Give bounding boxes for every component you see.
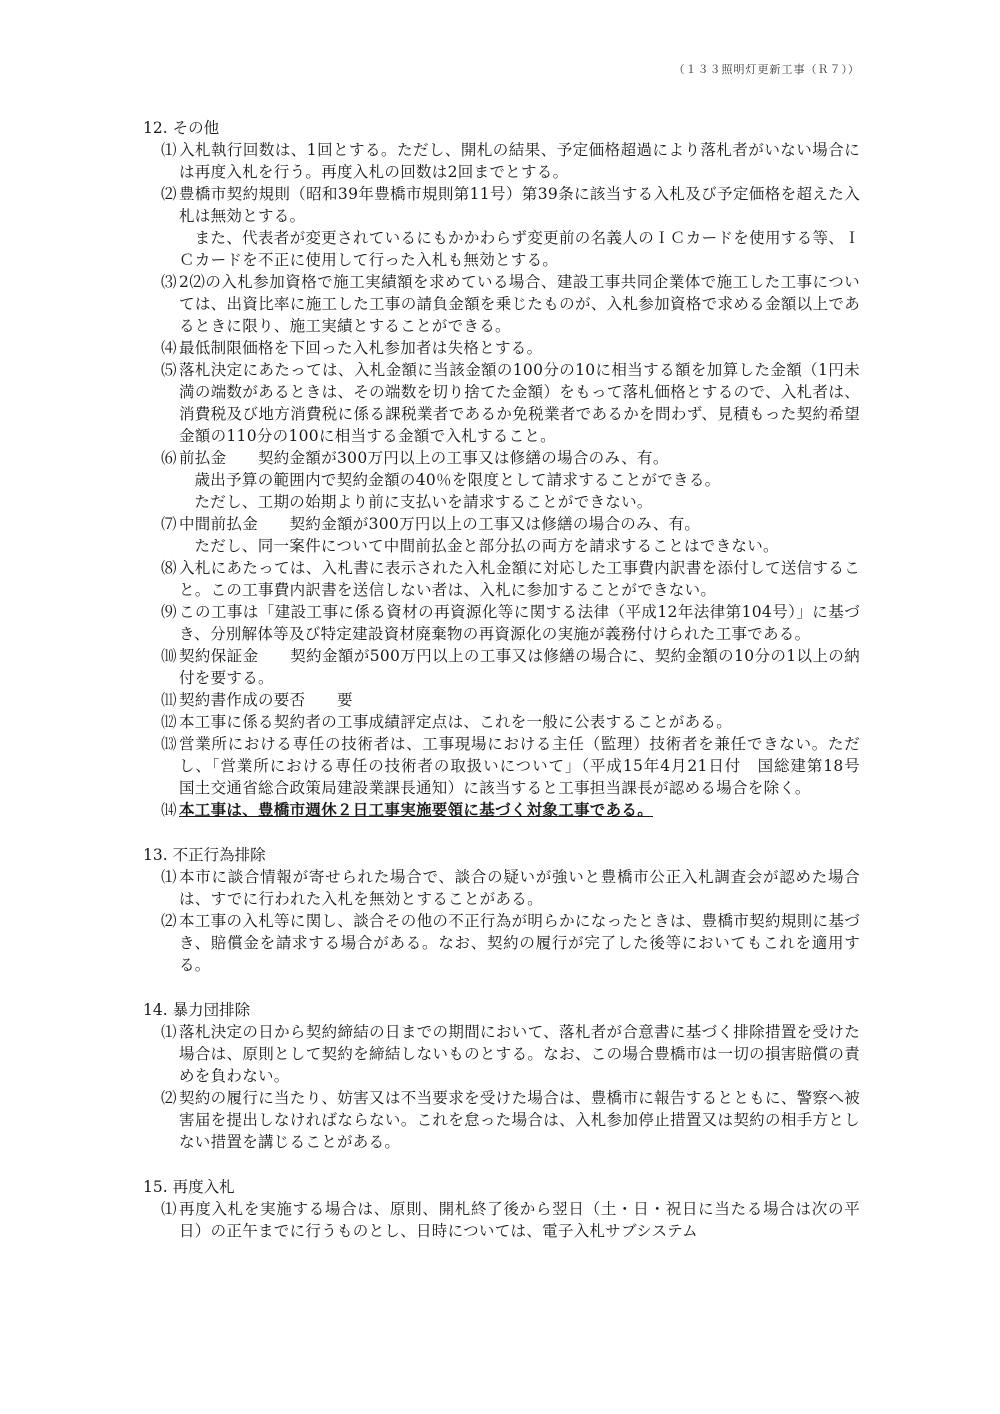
item-number: ⑼	[161, 603, 177, 621]
item-subline: ただし、工期の始期より前に支払いを請求することができない。	[194, 493, 653, 511]
document-header: （１３３照明灯更新工事（Ｒ７））	[673, 63, 860, 76]
item-text: 入札執行回数は、1回とする。ただし、開札の結果、予定価格超過により落札者がいない場合には再度入札を行う。再度入札の回数は2回までとする。	[179, 141, 860, 181]
item-text: 2⑵の入札参加資格で施工実績額を求めている場合、建設工事共同企業体で施工した工事については、出資比率に施工した工事の請負金額を乗じたものが、入札参加資格で求める金額以上であるときに限り、施工実績とすることができる。	[179, 273, 860, 335]
list-item	[143, 601, 860, 645]
item-number: ⑸	[161, 361, 177, 379]
item-text: 契約の履行に当たり、妨害又は不当要求を受けた場合は、豊橋市に報告するとともに、警察へ被害届を提出しなければならない。これを怠った場合は、入札参加停止措置又は契約の相手方としない措置を講じることがある。	[179, 1089, 860, 1151]
list-item	[143, 337, 860, 359]
list-item	[143, 1198, 860, 1242]
item-number: ⒁	[161, 801, 177, 819]
document-body	[143, 117, 876, 1265]
item-number: ⑾	[161, 691, 177, 709]
section	[143, 1176, 860, 1242]
item-number: ⑴	[161, 1200, 177, 1218]
list-item	[143, 557, 860, 601]
item-paragraph: また、代表者が変更されているにもかかわらず変更前の名義人のＩＣカードを使用する等、ＩＣカードを不正に使用して行った入札も無効とする。	[179, 229, 860, 269]
item-text: 営業所における専任の技術者は、工事現場における主任（監理）技術者を兼任できない。ただし、「営業所における専任の技術者の取扱いについて」（平成15年4月21日付 国総建第18号 国土交通省総合政策局建設業課長通知）に該当すると工事担当課長が認める場合を除く。	[179, 735, 876, 797]
item-text: 落札決定にあたっては、入札金額に当該金額の100分の10に相当する額を加算した金額（1円未満の端数があるときは、その端数を切り捨てた金額）をもって落札価格とするので、入札者は、消費税及び地方消費税に係る課税業者であるか免税業者であるかを問わず、見積もった契約希望金額の110分の100に相当する金額で入札すること。	[179, 361, 860, 445]
list-item	[143, 689, 860, 711]
item-number: ⑿	[161, 713, 177, 731]
list-item	[143, 1021, 860, 1087]
item-text: 再度入札を実施する場合は、原則、開札終了後から翌日（土・日・祝日に当たる場合は次の平日）の正午までに行うものとし、日時については、電子入札サブシステム	[179, 1200, 860, 1240]
list-item	[143, 139, 860, 183]
item-text: この工事は「建設工事に係る資材の再資源化等に関する法律（平成12年法律第104号）」に基づき、分別解体等及び特定建設資材廃棄物の再資源化の実施が義務付けられた工事である。	[179, 603, 860, 643]
item-text: 本市に談合情報が寄せられた場合で、談合の疑いが強いと豊橋市公正入札調査会が認めた場合は、すでに行われた入札を無効とすることがある。	[179, 868, 860, 908]
list-item	[143, 799, 860, 821]
section	[143, 844, 860, 976]
item-text: 本工事の入札等に関し、談合その他の不正行為が明らかになったときは、豊橋市契約規則に基づき、賠償金を請求する場合がある。なお、契約の履行が完了した後等においてもこれを適用する。	[179, 912, 860, 974]
list-item	[143, 1087, 860, 1153]
item-emphasis-text: 本工事は、豊橋市週休２日工事実施要領に基づく対象工事である。	[179, 800, 654, 819]
section-title: 14. 暴力団排除	[143, 1001, 251, 1019]
item-text: 落札決定の日から契約締結の日までの期間において、落札者が合意書に基づく排除措置を受けた場合は、原則として契約を締結しないものとする。なお、この場合豊橋市は一切の損害賠償の責めを負わない。	[179, 1023, 860, 1085]
section-title: 12. その他	[143, 119, 220, 137]
section	[143, 117, 876, 821]
item-number: ⑵	[161, 185, 177, 203]
list-item	[143, 645, 860, 689]
list-item	[143, 711, 860, 733]
item-number: ⑴	[161, 868, 177, 886]
list-item	[143, 866, 860, 910]
item-number: ⑺	[161, 515, 177, 533]
list-item	[143, 513, 860, 557]
item-text: 中間前払金 契約金額が300万円以上の工事又は修繕の場合のみ、有。	[179, 515, 701, 533]
list-item	[143, 183, 860, 271]
item-number: ⑴	[161, 141, 177, 159]
item-number: ⑶	[161, 273, 177, 291]
item-number: ⑻	[161, 559, 177, 577]
item-number: ⑴	[161, 1023, 177, 1041]
list-item	[143, 271, 860, 337]
section-title: 15. 再度入札	[143, 1178, 235, 1196]
item-text: 入札にあたっては、入札書に表示された入札金額に対応した工事費内訳書を添付して送信すること。この工事費内訳書を送信しない者は、入札に参加することができない。	[179, 559, 860, 599]
item-number: ⑹	[161, 449, 177, 467]
item-number: ⑵	[161, 912, 177, 930]
section-title: 13. 不正行為排除	[143, 846, 266, 864]
item-number: ⑽	[161, 647, 177, 665]
item-text: 本工事に係る契約者の工事成績評定点は、これを一般に公表することがある。	[179, 713, 733, 731]
item-subline: 歳出予算の範囲内で契約金額の40％を限度として請求することができる。	[194, 471, 721, 489]
item-number: ⑵	[161, 1089, 177, 1107]
item-text: 最低制限価格を下回った入札参加者は失格とする。	[179, 339, 543, 357]
item-number: ⒀	[161, 735, 177, 753]
list-item	[143, 910, 860, 976]
list-item	[143, 359, 860, 447]
item-text: 前払金 契約金額が300万円以上の工事又は修繕の場合のみ、有。	[179, 449, 669, 467]
list-item	[143, 733, 876, 799]
item-text: 豊橋市契約規則（昭和39年豊橋市規則第11号）第39条に該当する入札及び予定価格を超えた入札は無効とする。	[179, 185, 860, 225]
item-number: ⑷	[161, 339, 177, 357]
item-text: 契約保証金 契約金額が500万円以上の工事又は修繕の場合に、契約金額の10分の1以上の納付を要する。	[179, 647, 860, 687]
section	[143, 999, 860, 1153]
item-text: 契約書作成の要否 要	[179, 691, 353, 709]
item-subline: ただし、同一案件について中間前払金と部分払の両方を請求することはできない。	[194, 537, 779, 555]
list-item	[143, 447, 860, 513]
